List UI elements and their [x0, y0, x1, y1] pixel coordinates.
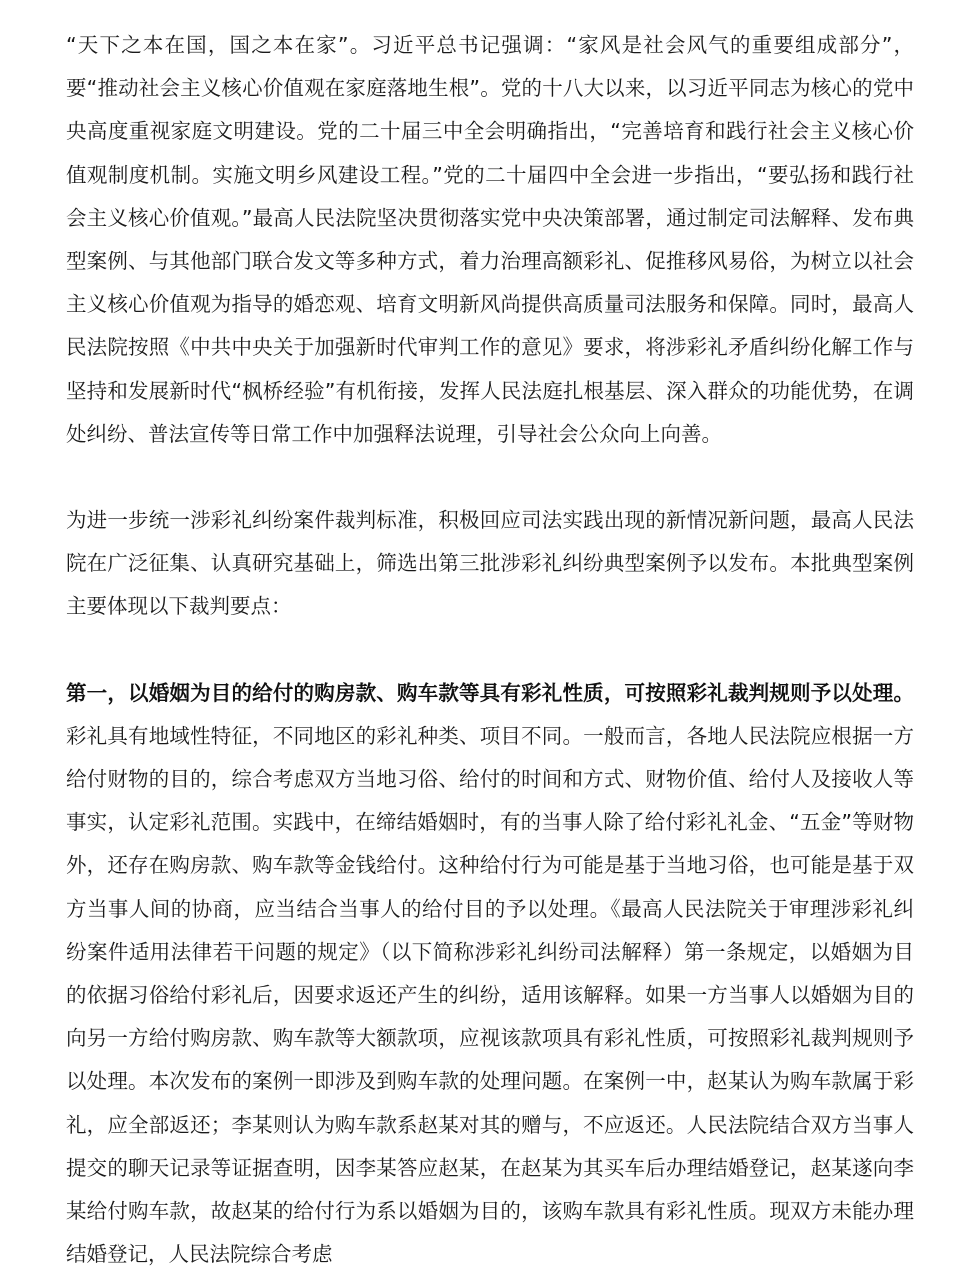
point-one-body: 彩礼具有地域性特征，不同地区的彩礼种类、项目不同。一般而言，各地人民法院应根据一方给付财物的目的，综合考虑双方当地习俗、给付的时间和方式、财物价值、给付人及接收人等事实，认定彩礼范围。实践中，在缔结婚姻时，有的当事人除了给付彩礼礼金、“五金”等财物外，还存在购房款、购车款等金钱给付。这种给付行为可能是基于当地习俗，也可能是基于双方当事人间的协商，应当结合当事人的给付目的予以处理。《最高人民法院关于审理涉彩礼纠纷案件适用法律若干问题的规定》（以下简称涉彩礼纠纷司法解释）第一条规定，以婚姻为目的依据习俗给付彩礼后，因要求返还产生的纠纷，适用该解释。如果一方当事人以婚姻为目的向另一方给付购房款、购车款等大额款项，应视该款项具有彩礼性质，可按照彩礼裁判规则予以处理。本次发布的案例一即涉及到购车款的处理问题。在案例一中，赵某认为购车款属于彩礼，应全部返还；李某则认为购车款系赵某对其的赠与，不应返还。人民法院结合双方当事人提交的聊天记录等证据查明，因李某答应赵某，在赵某为其买车后办理结婚登记，赵某遂向李某给付购车款，故赵某的给付行为系以婚姻为目的，该购车款具有彩礼性质。现双方未能办理结婚登记，人民法院综合考虑: [66, 723, 914, 1267]
paragraph-intro: “天下之本在国，国之本在家”。习近平总书记强调：“家风是社会风气的重要组成部分”，要“推动社会主义核心价值观在家庭落地生根”。党的十八大以来，以习近平同志为核心的党中央高度重视家庭文明建设。党的二十届三中全会明确指出，“完善培育和践行社会主义核心价值观制度机制。实施文明乡风建设工程。”党的二十届四中全会进一步指出，“要弘扬和践行社会主义核心价值观。”最高人民法院坚决贯彻落实党中央决策部署，通过制定司法解释、发布典型案例、与其他部门联合发文等多种方式，着力治理高额彩礼、促推移风易俗，为树立以社会主义核心价值观为指导的婚恋观、培育文明新风尚提供高质量司法服务和保障。同时，最高人民法院按照《中共中央关于加强新时代审判工作的意见》要求，将涉彩礼矛盾纠纷化解工作与坚持和发展新时代“枫桥经验”有机衔接，发挥人民法庭扎根基层、深入群众的功能优势，在调处纠纷、普法宣传等日常工作中加强释法说理，引导社会公众向上向善。: [66, 33, 914, 446]
paragraph-purpose: 为进一步统一涉彩礼纠纷案件裁判标准，积极回应司法实践出现的新情况新问题，最高人民法院在广泛征集、认真研究基础上，筛选出第三批涉彩礼纠纷典型案例予以发布。本批典型案例主要体现以下裁判要点：: [66, 508, 914, 619]
paragraph-point-one: [66, 672, 914, 1276]
point-one-heading: 第一，以婚姻为目的给付的购房款、购车款等具有彩礼性质，可按照彩礼裁判规则予以处理。: [66, 680, 914, 705]
article-body: [66, 24, 914, 1276]
